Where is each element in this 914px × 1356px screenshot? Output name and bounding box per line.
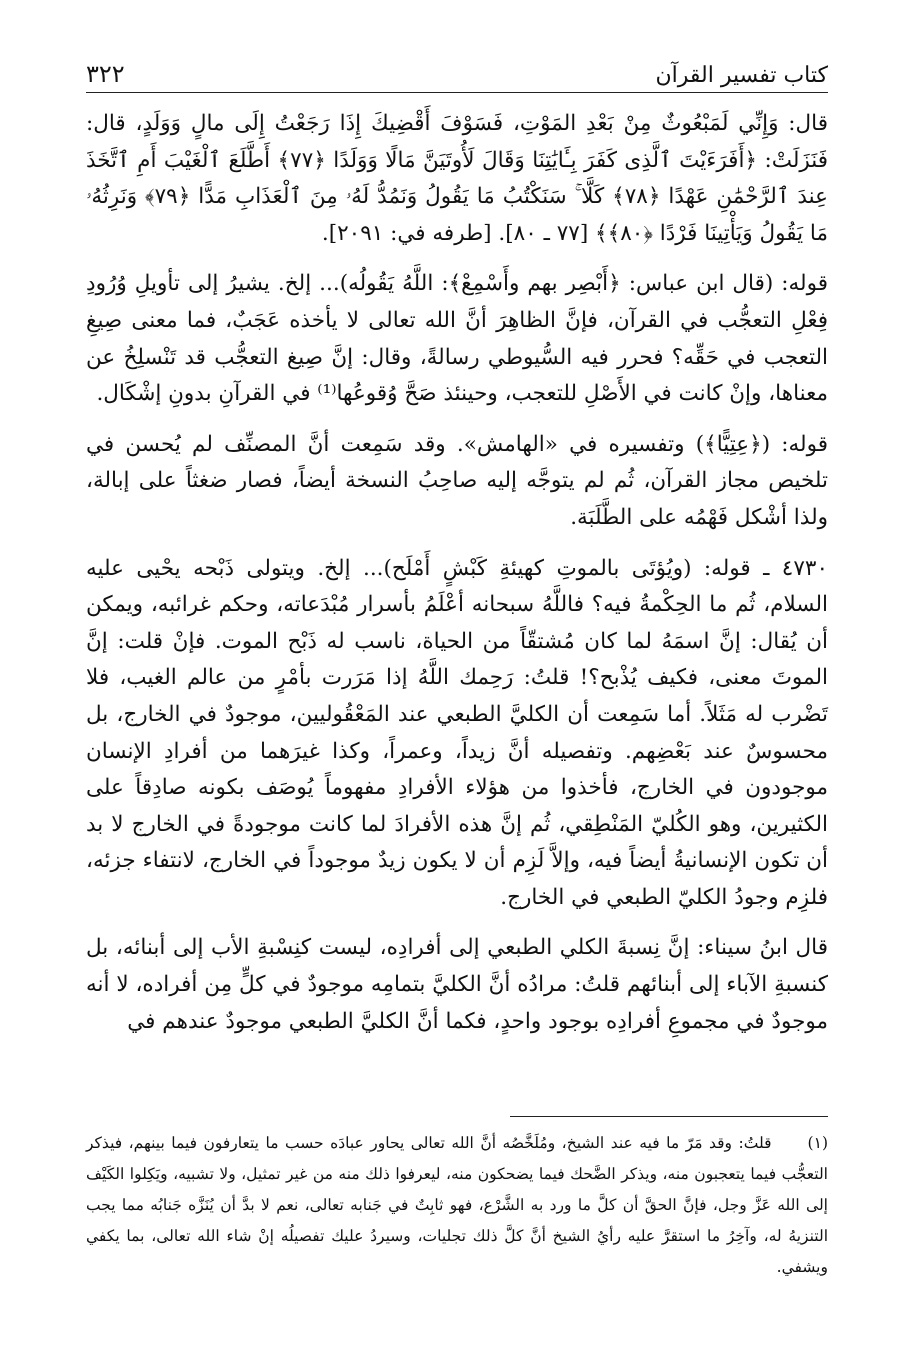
main-text	[86, 106, 828, 1054]
paragraph-itiyya: قوله: (﴿عِتِيًّا﴾) وتفسيره في «الهامش». وقد سَمِعت أنَّ المصنِّف لم يُحسن في تلخيص مجاز القرآن، ثُم لم يتوجَّه إليه صاحِبُ النسخة أيضاً، فصار ضغثاً على إبالة، ولذا أشْكل فَهْمُه على الطَّلَبَة.	[86, 431, 828, 530]
page-header	[86, 52, 828, 93]
paragraph-hadith: قال: وَإِنِّي لَمَبْعُوثٌ مِنْ بَعْدِ المَوْتِ، فَسَوْفَ أَقْضِيكَ إِذَا رَجَعْتُ إِلَى مالٍ وَوَلَدٍ، قال: فَنَزَلَتْ: ﴿أَفَرَءَيْتَ ٱلَّذِى كَفَرَ بِـَٔايَٰتِنَا وَقَالَ لَأُوتَيَنَّ مَالًا وَوَلَدًا ﴿٧٧﴾ أَطَّلَعَ ٱلْغَيْبَ أَمِ ٱتَّخَذَ عِندَ ٱلرَّحْمَٰنِ عَهْدًا ﴿٧٨﴾ كَلَّا ۚ سَنَكْتُبُ مَا يَقُولُ وَنَمُدُّ لَهُۥ مِنَ ٱلْعَذَابِ مَدًّا ﴿٧٩﴾ وَنَرِثُهُۥ مَا يَقُولُ وَيَأْتِينَا فَرْدًا ﴿٨٠﴾﴾ [٧٧ ـ ٨٠]. [طرفه في: ٢٠٩١].	[86, 111, 829, 246]
footnote-number: (١)	[807, 1134, 828, 1152]
paragraph-4730: ٤٧٣٠ ـ قوله: (ويُؤتَى بالموتِ كهيئةِ كَبْشٍ أَمْلَح)... إلخ. ويتولى ذَبْحه يحْيى عليه السلام، ثُم ما الحِكْمةُ فيه؟ فاللَّهُ سبحانه أعْلَمُ بأسرار مُبْدَعاته، وحكم غرائبه، ويمكن أن يُقال: إنَّ اسمَهُ لما كان مُشتقّاً من الحياة، ناسب له ذَبْح الموت. فإنْ قلت: إنَّ الموتَ معنى، فكيف يُذْبح؟! قلتُ: رَحِمك اللَّهُ إذا مَرَرت بأمْرٍ من عالم الغيب، فلا تَضْرب له مَثَلاً. أما سَمِعت أن الكليَّ الطبعي عند المَعْقُوليين، موجودٌ في الخارج، بل محسوسٌ عند بَعْضِهم. وتفصيله أنَّ زيداً، وعمراً، وكذا غيرَهما من أفرادِ الإنسان موجودون في الخارج، فأخذوا من هؤلاء الأفرادِ مفهوماً يُوصَف بكونه صادِقاً على الكثيرين، وهو الكُليّ المَنْطِقي، ثُم إنَّ هذه الأفرادَ لما كانت موجودةً في الخارج لا بد أن تكون الإنسانيةُ أيضاً فيه، وإلاَّ لَزِم أن لا يكون زيدٌ موجوداً في الخارج، لانتفاء جزئه، فلزِم وجودُ الكليّ الطبعي في الخارج.	[86, 555, 828, 910]
paragraph-ibn-sina: قال ابنُ سيناء: إنَّ نِسبةَ الكلي الطبعي إلى أفرادِه، ليست كنِسْبةِ الأب إلى أبنائه، بل كنسبةِ الآباء إلى أبنائهم قلتُ: مرادُه أنَّ الكليَّ بتمامِه موجودٌ في كلٍّ مِن أفراده، لا أنه موجودٌ في مجموعِ أفرادِه بوجود واحدٍ، فكما أنَّ الكليَّ الطبعي موجودٌ عندهم في	[86, 935, 828, 1034]
book-title: كتاب تفسير القرآن	[655, 63, 828, 88]
footnote-divider	[510, 1116, 828, 1117]
footnotes	[86, 1128, 828, 1283]
footnote-text: قلتُ: وقد مَرّ ما فيه عند الشيخ، ومُلَخَّصُه أنَّ الله تعالى يحاور عبادَه حسب ما يتعارفون فيما بينهم، فيذكر التعجُّب فيما يتعجبون منه، ويذكر الضَّحك فيما يضحكون منه، ليعرفوا ذلك منه من غير تمثيل، ولا تشبيه، ويَكِلوا الكَيْف إلى الله عَزَّ وجل، فإنَّ الحقَّ أن كلَّ ما ورد به الشَّرْع، فهو ثابِتٌ في جَنابه تعالى، نعم لا بدَّ أن يُنَزَّه جَنابُه مما يجب التنزيهُ له، وآخِرُ ما استقرَّ عليه رأيُ الشيخ أنَّ كلَّ ذلك تجليات، وسيردُ عليك تفصيلُه إنْ شاء الله تعالى، بما يكفي ويشفي.	[86, 1134, 828, 1276]
paragraph-ibn-abbas: قوله: (قال ابن عباس: ﴿أَبْصِر بهم وأَسْمِعْ﴾: اللَّهُ يَقُولُه)... إلخ. يشيرُ إلى تأويلِ وُرُودِ فِعْلِ التعجُّب في القرآن، فإنَّ الظاهِرَ أنَّ الله تعالى لا يأخذه عَجَبٌ، فما معنى صِيغِ التعجب في حَقِّه؟ فحرر فيه السُّيوطي رسالةً، وقال: إنَّ صِيغ التعجُّب قد تَنْسلِخُ عن معناها، وإنْ كانت في الأَصْلِ للتعجب، وحينئذ صَحَّ وُقوعُها⁽¹⁾ في القرآنِ بدونِ إشْكَال.	[86, 271, 828, 407]
page-number: ٣٢٢	[86, 60, 125, 88]
